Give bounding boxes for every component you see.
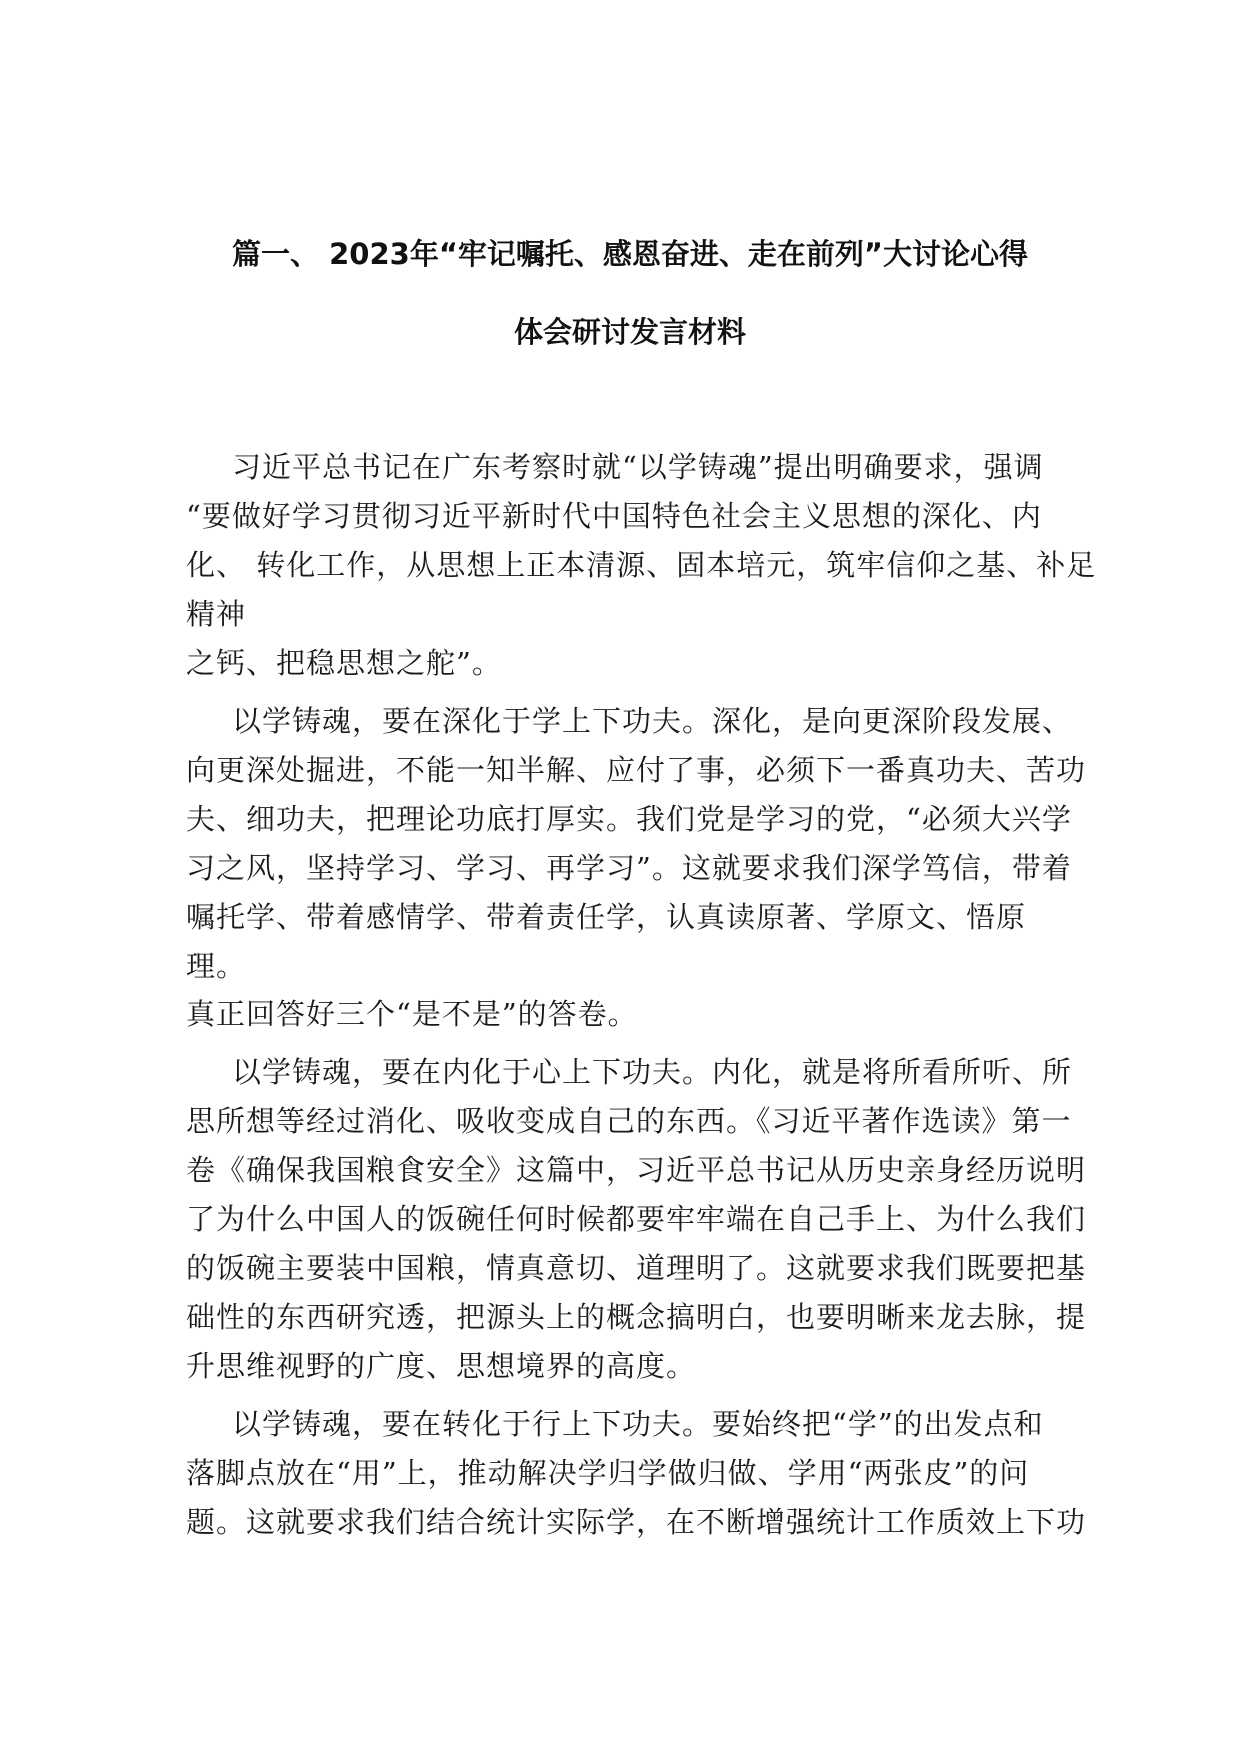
body-line: 习近平总书记在广东考察时就“以学铸魂”提出明确要求，强调 bbox=[232, 450, 1044, 484]
document-title-line-2: 体会研讨发言材料 bbox=[513, 315, 746, 349]
body-line: 落脚点放在“用”上，推动解决学归学做归做、学用“两张皮”的问 bbox=[186, 1456, 1030, 1490]
body-line: 的饭碗主要装中国粮，情真意切、道理明了。这就要求我们既要把基 bbox=[186, 1251, 1087, 1285]
body-line: 以学铸魂，要在内化于心上下功夫。内化，就是将所看所听、所 bbox=[232, 1055, 1073, 1089]
body-line: 精神 bbox=[186, 597, 247, 631]
body-line: 之钙、把稳思想之舵”。 bbox=[186, 646, 502, 680]
body-line: 以学铸魂，要在转化于行上下功夫。要始终把“学”的出发点和 bbox=[232, 1407, 1044, 1441]
body-line: 向更深处掘进，不能一知半解、应付了事，必须下一番真功夫、苦功 bbox=[186, 753, 1087, 787]
body-line: 理。 bbox=[186, 949, 247, 983]
body-line: 化、 转化工作，从思想上正本清源、固本培元，筑牢信仰之基、补足 bbox=[186, 548, 1097, 582]
body-line: 真正回答好三个“是不是”的答卷。 bbox=[186, 997, 638, 1031]
body-line: 础性的东西研究透，把源头上的概念搞明白，也要明晰来龙去脉，提 bbox=[186, 1300, 1087, 1334]
body-line: 了为什么中国人的饭碗任何时候都要牢牢端在自己手上、为什么我们 bbox=[186, 1202, 1087, 1236]
body-line: 以学铸魂，要在深化于学上下功夫。深化，是向更深阶段发展、 bbox=[232, 704, 1073, 738]
body-line: 嘱托学、带着感情学、带着责任学，认真读原著、学原文、悟原 bbox=[186, 900, 1027, 934]
body-line: 题。这就要求我们结合统计实际学，在不断增强统计工作质效上下功 bbox=[186, 1505, 1087, 1539]
body-line: 夫、细功夫，把理论功底打厚实。我们党是学习的党，“必须大兴学 bbox=[186, 802, 1072, 836]
body-line: 卷《确保我国粮食安全》这篇中，习近平总书记从历史亲身经历说明 bbox=[186, 1153, 1087, 1187]
body-line: 思所想等经过消化、吸收变成自己的东西。《习近平著作选读》第一 bbox=[186, 1104, 1072, 1138]
body-line: 升思维视野的广度、思想境界的高度。 bbox=[186, 1349, 697, 1383]
body-line: 习之风，坚持学习、学习、再学习”。这就要求我们深学笃信，带着 bbox=[186, 851, 1072, 885]
body-line: “要做好学习贯彻习近平新时代中国特色社会主义思想的深化、内 bbox=[186, 499, 1042, 533]
document-title-line-1: 篇一、 2023年“牢记嘱托、感恩奋进、走在前列”大讨论心得 bbox=[232, 237, 1028, 271]
